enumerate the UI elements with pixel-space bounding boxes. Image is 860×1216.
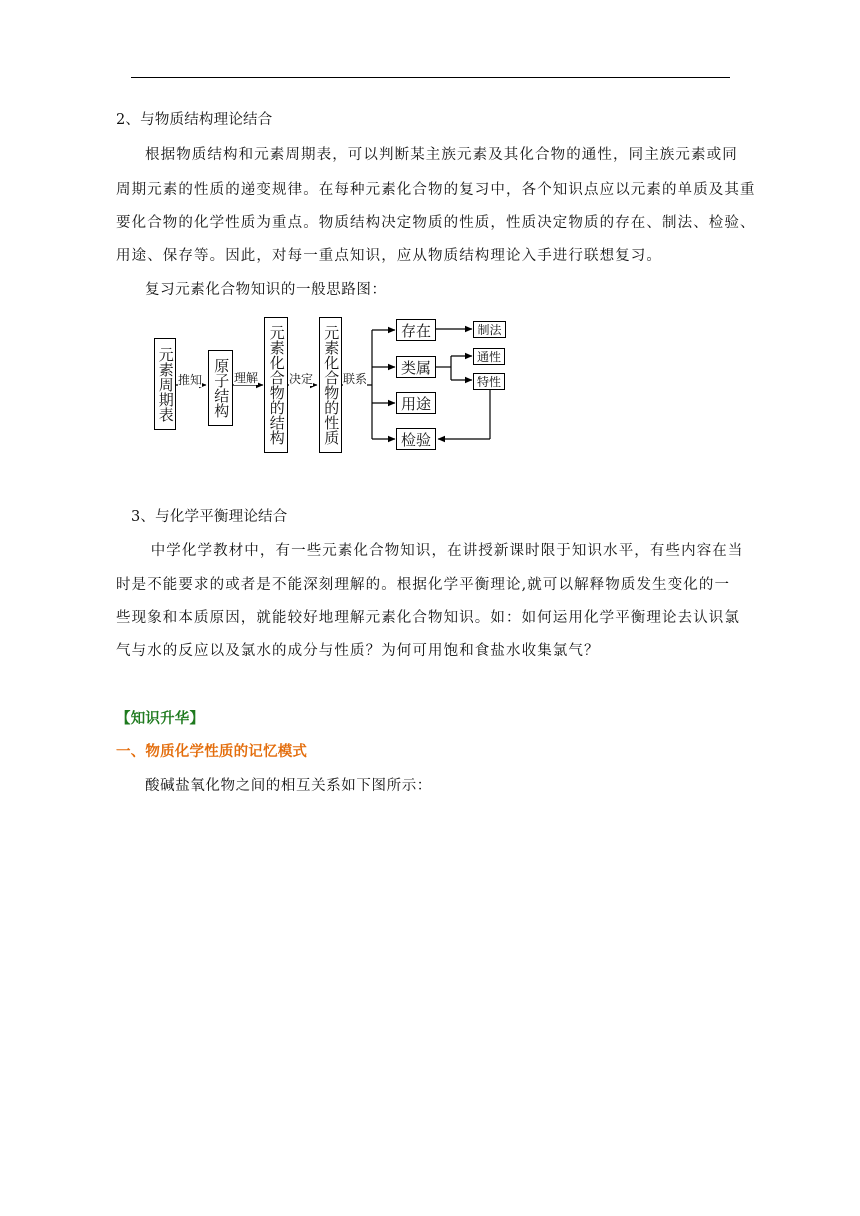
- review-flow-diagram: [150, 315, 510, 460]
- box-exist: 存在: [396, 319, 436, 341]
- label-determine: 决定: [289, 372, 314, 386]
- box-category: 类属: [396, 356, 436, 378]
- box-compound-structure: 元素化合物的结构: [264, 317, 288, 453]
- box-use: 用途: [396, 392, 436, 414]
- header-rule: [131, 77, 730, 78]
- box-special-property: 特性: [473, 373, 505, 390]
- label-infer: 推知: [178, 373, 203, 387]
- section-3-heading: 3、与化学平衡理论结合: [131, 509, 288, 525]
- box-compound-property: 元素化合物的性质: [319, 317, 342, 453]
- knowledge-upgrade-tag: 【知识升华】: [116, 711, 205, 727]
- label-link: 联系: [343, 372, 368, 386]
- box-prepare: 制法: [473, 321, 506, 338]
- label-understand: 理解: [234, 371, 259, 385]
- box-test: 检验: [396, 428, 436, 450]
- section-2-line-1: 根据物质结构和元素周期表，可以判断某主族元素及其化合物的通性，同主族元素或同: [145, 147, 738, 163]
- upgrade-intro: 酸碱盐氧化物之间的相互关系如下图所示：: [145, 778, 432, 794]
- diagram-caption: 复习元素化合物知识的一般思路图：: [145, 282, 387, 298]
- section-3-line-3: 些现象和本质原因，就能较好地理解元素化合物知识。如：如何运用化学平衡理论去认识氯: [116, 610, 740, 626]
- section-2-heading: 2、与物质结构理论结合: [116, 112, 273, 128]
- box-atomic-structure: 原子结构: [208, 350, 233, 426]
- section-3-line-4: 气与水的反应以及氯水的成分与性质？为何可用饱和食盐水收集氯气？: [116, 643, 600, 659]
- section-2-line-2: 周期元素的性质的递变规律。在每种元素化合物的复习中，各个知识点应以元素的单质及其重: [116, 182, 756, 198]
- upgrade-title: 一、物质化学性质的记忆模式: [116, 744, 308, 760]
- section-2-line-3: 要化合物的化学性质为重点。物质结构决定物质的性质，性质决定物质的存在、制法、检验、: [116, 215, 756, 231]
- box-common-property: 通性: [473, 348, 505, 365]
- section-3-line-2: 时是不能要求的或者是不能深刻理解的。根据化学平衡理论,就可以解释物质发生变化的一: [116, 577, 731, 593]
- section-3-line-1: 中学化学教材中，有一些元素化合物知识，在讲授新课时限于知识水平，有些内容在当: [145, 543, 744, 559]
- section-2-line-4: 用途、保存等。因此，对每一重点知识，应从物质结构理论入手进行联想复习。: [116, 248, 662, 264]
- box-periodic-table: 元素周期表: [154, 338, 176, 430]
